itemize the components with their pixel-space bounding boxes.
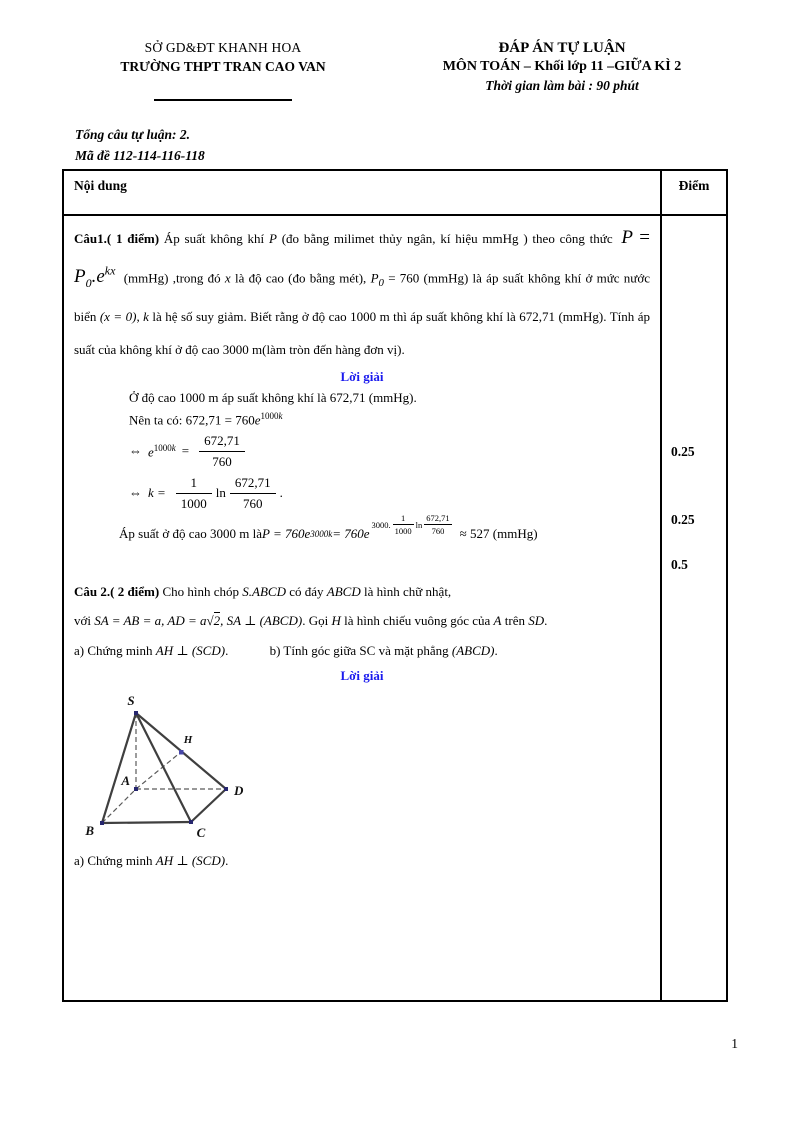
header-underline [154,99,292,101]
vertex-D-dot [224,787,228,791]
table-header-row [64,171,726,216]
fraction-672-760: $\frac{672,71}{760}$ [199,432,245,470]
answer-table [62,169,728,1002]
header-right-block [380,40,744,101]
points-value-3: 0.5 [671,557,688,572]
solution-step-3: ⇔ $e^{1000k}$ = $\frac{672,71}{760}$ [129,432,650,470]
vertex-D-label: D [234,783,244,799]
points-cell [660,216,726,1000]
points-value-1: 0.25 [671,444,695,459]
header-left-block [78,40,368,101]
edge-SB [102,713,136,823]
solution-step-2: Nên ta có: $672,71 = 760e^{1000k}$ [129,411,283,428]
edge-SC [136,713,191,822]
answer-key-title: ĐÁP ÁN TỰ LUẬN [498,40,626,56]
vertex-C-label: C [196,825,206,841]
department-name: SỞ GD&ĐT KHANH HOA [144,40,302,55]
solution-label-2: Lời giải [340,668,384,684]
vertex-B-label: B [85,823,94,839]
page-number: 1 [731,1036,738,1051]
vertex-A-dot [134,787,138,791]
vertex-S-label: S [127,693,135,709]
edge-BC [102,822,191,823]
exam-codes: Mã đề 112-114-116-118 [75,148,205,163]
content-cell [64,216,660,1000]
pyramid-diagram [78,690,650,849]
solution-step-1: Ở độ cao 1000 m áp suất không khí là 672,71 (mmHg). [129,390,417,406]
sqrt-symbol: √ [206,613,214,629]
points-value-2: 0.25 [671,512,695,527]
question2-statement: Câu 2.( 2 điểm) Cho hình chóp S.ABCD có đáy ABCD là hình chữ nhật, với SA = AB = a, AD = a√2, SA ⊥ (ABCD). Gọi H là hình chiếu vuông góc của A trên SD. a) Chứng minh AH ⊥ (SCD). b) Tính góc giữa SC và mặt phẳng (ABCD). [74,577,650,665]
exam-meta [75,127,794,164]
exponent-expression: 3000. $\frac{1}{1000}$ ln $\frac{672,71}{760}$ [371,513,450,537]
school-name: TRƯỜNG THPT TRAN CAO VAN [120,59,326,74]
content-column-header: Nội dung [74,178,127,193]
question2-parts: a) Chứng minh AH ⊥ (SCD). b) Tính góc giữa SC và mặt phẳng (ABCD). [74,643,498,659]
question1-solution [129,390,650,512]
solution-label-1: Lời giải [340,369,384,385]
question2-label: Câu 2.( 2 điểm) [74,584,160,600]
duration-line: Thời gian làm bài : 90 phút [485,78,639,93]
solution-step-5: Áp suất ở độ cao 3000 m là P = 760e 3000k = 760e 3000. $\frac{1}{1000}$ ln $\frac{672,71}{760}$ ≈ 527 (mmHg) [119,513,538,541]
table-body-row [64,216,726,1000]
subject-line: MÔN TOÁN – Khối lớp 11 –GIỮA KÌ 2 [442,59,682,74]
point-H-label: H [183,734,193,747]
document-header [0,0,794,101]
fraction-1-1000: $\frac{1}{1000}$ [176,474,212,512]
pressure-formula: $P = P_0.e^{kx}$ [74,227,651,291]
points-column-header: Điểm [660,171,726,214]
edge-CD [191,789,226,822]
total-questions: Tổng câu tự luận: 2. [75,127,190,142]
fraction-672-760-2: $\frac{672,71}{760}$ [230,474,276,512]
vertex-B-dot [100,821,104,825]
vertex-C-dot [189,820,193,824]
part-a-proof-heading: a) Chứng minh AH ⊥ (SCD). [74,853,229,869]
vertex-S-dot [134,711,138,715]
question1-statement: Câu1.( 1 điểm) Áp suất không khí P (đo bằng milimet thủy ngân, kí hiệu mmHg ) theo công thức $P = P_0.e^{kx}$ (mmHg) ,trong đó x là độ cao (đo bằng mét), $P_0 = 760$ (mmHg) là áp suất không khí ở mức nước biển (x = 0), k là hệ số suy giảm. Biết rằng ở độ cao 1000 m thì áp suất không khí là 672,71 (mmHg). Tính áp suất của không khí ở độ cao 3000 m(làm tròn đến hàng đơn vị). [74,227,651,358]
solution-step-4: ⇔ k = $\frac{1}{1000}$ ln $\frac{672,71}{760}$ . [129,475,283,512]
vertex-A-label: A [121,773,130,789]
question1-label: Câu1.( 1 điểm) [74,231,160,246]
point-H-dot [179,750,184,755]
